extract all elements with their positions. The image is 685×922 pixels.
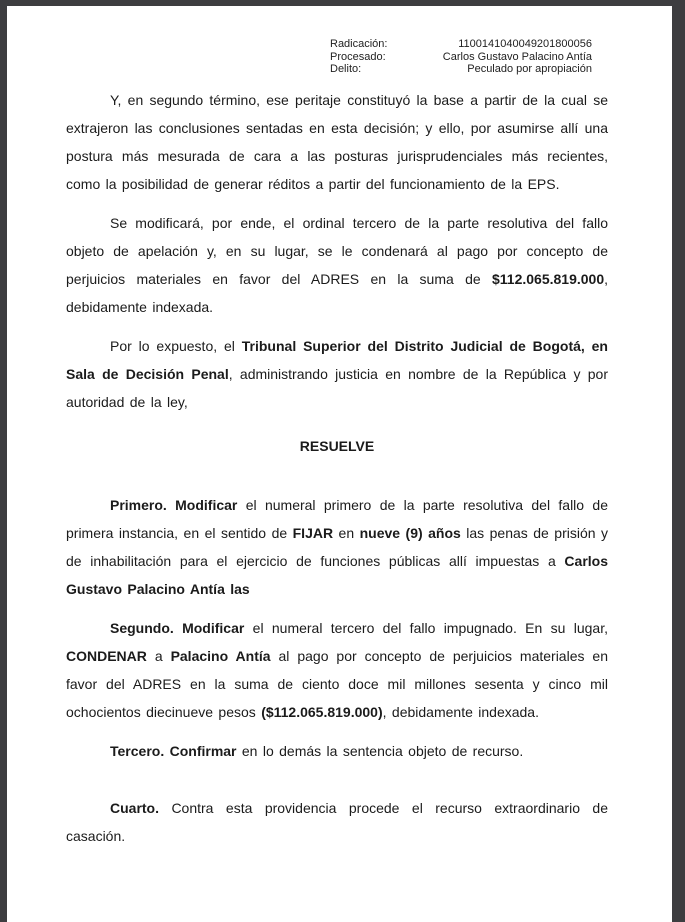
bold-pena-duracion: nueve (9) años xyxy=(359,524,461,541)
text-run: , administrando justicia en nombre de la República y por autoridad de la ley, xyxy=(66,365,608,410)
bold-amount-parens: ($112.065.819.000) xyxy=(261,703,383,720)
bold-amount: $112.065.819.000 xyxy=(491,270,605,287)
document-page xyxy=(7,6,672,922)
paragraph-primero xyxy=(66,491,608,603)
text-run: al pago por concepto de perjuicios materiales en favor del ADRES en la suma de ciento doce mil millones sesenta y cinco mil ochocientos diecinueve pesos xyxy=(66,647,609,720)
text-run: en xyxy=(333,524,360,541)
paragraph-cuarto xyxy=(66,794,608,850)
bold-primero-label: Primero. Modificar xyxy=(110,496,238,513)
paragraph-se-modificara xyxy=(66,209,608,321)
page-content xyxy=(7,6,672,850)
text-run: Contra esta providencia procede el recurso extraordinario de casación. xyxy=(66,799,608,844)
text-run: Por lo expuesto, el xyxy=(110,337,242,354)
case-header xyxy=(330,38,592,76)
bold-tercero-label: Tercero. Confirmar xyxy=(110,742,237,759)
case-header-row-delito xyxy=(330,63,592,76)
bold-tribunal-name: Tribunal Superior del Distrito Judicial de Bogotá, en Sala de Decisión Penal xyxy=(66,337,608,382)
text-run: , debidamente indexada. xyxy=(382,703,539,720)
case-header-row-procesado xyxy=(330,51,592,64)
bold-condenar: CONDENAR xyxy=(66,647,147,664)
procesado-value: Carlos Gustavo Palacino Antía xyxy=(442,50,592,63)
text-run: a xyxy=(146,647,171,664)
case-header-row-radicacion xyxy=(330,38,592,51)
text-run: en lo demás la sentencia objeto de recurso. xyxy=(236,742,524,759)
text-run: el numeral tercero del fallo impugnado. En su lugar, xyxy=(244,619,608,636)
bold-cuarto-label: Cuarto. xyxy=(110,799,159,816)
text-run: Y, en segundo término, ese peritaje constituyó la base a partir de la cual se extrajeron las conclusiones sentadas en esta decisión; y ello, por asumirse allí una postura más mesurada de cara a las posturas jurisprudenciales más recientes, como la posibilidad de generar réditos a partir del funcionamiento de la EPS. xyxy=(66,91,608,192)
bold-segundo-label: Segundo. Modificar xyxy=(110,619,245,636)
paragraph-segundo-termino xyxy=(66,86,608,198)
radicacion-value: 1100141040049201800056 xyxy=(458,38,592,50)
bold-palacino-antia: Palacino Antía xyxy=(170,647,271,664)
bold-fijar: FIJAR xyxy=(292,524,334,541)
paragraph-tercero xyxy=(66,737,608,765)
paragraph-segundo xyxy=(66,614,608,726)
bold-condenado-nombre: Carlos Gustavo Palacino Antía las xyxy=(66,552,608,597)
delito-label: Delito: xyxy=(330,63,362,75)
delito-value: Peculado por apropiación xyxy=(467,63,592,75)
radicacion-label: Radicación: xyxy=(330,38,388,50)
procesado-label: Procesado: xyxy=(330,50,386,63)
text-run: Se modificará, por ende, el ordinal tercero de la parte resolutiva del fallo objeto de apelación y, en su lugar, se le condenará al pago por concepto de perjuicios materiales en favor del ADRES en la suma de xyxy=(66,214,608,287)
heading-resuelve: RESUELVE xyxy=(299,437,375,454)
text-run: el numeral primero de la parte resolutiva del fallo de primera instancia, en el sentido de xyxy=(66,496,608,541)
paragraph-por-lo-expuesto xyxy=(66,332,608,416)
text-run: las penas de prisión y de inhabilitación para el ejercicio de funciones públicas allí impuestas a xyxy=(66,524,609,569)
text-run: , debidamente indexada. xyxy=(66,270,608,315)
